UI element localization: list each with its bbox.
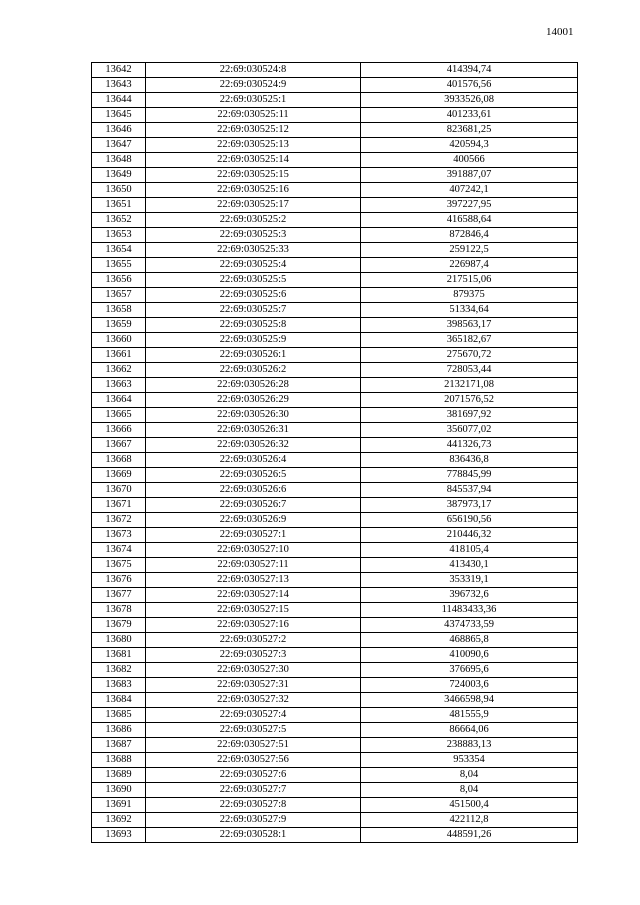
cadastral-number-cell: 22:69:030527:30 [146,663,361,678]
row-number-cell: 13642 [92,63,146,78]
row-number-cell: 13689 [92,768,146,783]
value-cell: 728053,44 [361,363,578,378]
table-row [92,363,578,378]
table-row [92,228,578,243]
value-cell: 396732,6 [361,588,578,603]
table-row [92,573,578,588]
cadastral-number-cell: 22:69:030527:10 [146,543,361,558]
row-number-cell: 13646 [92,123,146,138]
cadastral-number-cell: 22:69:030525:13 [146,138,361,153]
cadastral-number-cell: 22:69:030527:5 [146,723,361,738]
value-cell: 3466598,94 [361,693,578,708]
cadastral-number-cell: 22:69:030525:7 [146,303,361,318]
row-number-cell: 13663 [92,378,146,393]
row-number-cell: 13647 [92,138,146,153]
cadastral-number-cell: 22:69:030525:1 [146,93,361,108]
value-cell: 365182,67 [361,333,578,348]
row-number-cell: 13693 [92,828,146,843]
table-row [92,123,578,138]
row-number-cell: 13653 [92,228,146,243]
row-number-cell: 13658 [92,303,146,318]
row-number-cell: 13648 [92,153,146,168]
table-row [92,408,578,423]
value-cell: 879375 [361,288,578,303]
row-number-cell: 13645 [92,108,146,123]
row-number-cell: 13661 [92,348,146,363]
cadastral-number-cell: 22:69:030525:15 [146,168,361,183]
value-cell: 468865,8 [361,633,578,648]
table-row [92,288,578,303]
table-row [92,543,578,558]
row-number-cell: 13654 [92,243,146,258]
row-number-cell: 13686 [92,723,146,738]
value-cell: 481555,9 [361,708,578,723]
value-cell: 441326,73 [361,438,578,453]
table-row [92,318,578,333]
value-cell: 356077,02 [361,423,578,438]
value-cell: 2071576,52 [361,393,578,408]
cadastral-number-cell: 22:69:030527:15 [146,603,361,618]
cadastral-number-cell: 22:69:030527:51 [146,738,361,753]
cadastral-number-cell: 22:69:030526:7 [146,498,361,513]
cadastral-value-table [91,62,578,843]
table-row [92,183,578,198]
cadastral-number-cell: 22:69:030525:8 [146,318,361,333]
table-row [92,738,578,753]
value-cell: 823681,25 [361,123,578,138]
value-cell: 86664,06 [361,723,578,738]
row-number-cell: 13682 [92,663,146,678]
table-row [92,303,578,318]
value-cell: 416588,64 [361,213,578,228]
value-cell: 11483433,36 [361,603,578,618]
row-number-cell: 13643 [92,78,146,93]
table-row [92,393,578,408]
table-row [92,603,578,618]
value-cell: 8,04 [361,768,578,783]
row-number-cell: 13685 [92,708,146,723]
row-number-cell: 13683 [92,678,146,693]
row-number-cell: 13676 [92,573,146,588]
cadastral-number-cell: 22:69:030527:1 [146,528,361,543]
page-number: 14001 [546,26,574,38]
cadastral-number-cell: 22:69:030527:4 [146,708,361,723]
table-row [92,108,578,123]
cadastral-number-cell: 22:69:030527:13 [146,573,361,588]
cadastral-number-cell: 22:69:030527:7 [146,783,361,798]
cadastral-number-cell: 22:69:030525:2 [146,213,361,228]
cadastral-number-cell: 22:69:030526:32 [146,438,361,453]
row-number-cell: 13668 [92,453,146,468]
table-row [92,213,578,228]
cadastral-number-cell: 22:69:030526:5 [146,468,361,483]
cadastral-number-cell: 22:69:030525:11 [146,108,361,123]
cadastral-number-cell: 22:69:030527:6 [146,768,361,783]
cadastral-number-cell: 22:69:030526:1 [146,348,361,363]
row-number-cell: 13674 [92,543,146,558]
row-number-cell: 13672 [92,513,146,528]
table-row [92,558,578,573]
row-number-cell: 13660 [92,333,146,348]
row-number-cell: 13688 [92,753,146,768]
table-row [92,528,578,543]
value-cell: 238883,13 [361,738,578,753]
cadastral-number-cell: 22:69:030526:9 [146,513,361,528]
cadastral-number-cell: 22:69:030527:8 [146,798,361,813]
table-row [92,153,578,168]
value-cell: 451500,4 [361,798,578,813]
table-row [92,723,578,738]
table-row [92,468,578,483]
table-row [92,438,578,453]
value-cell: 376695,6 [361,663,578,678]
value-cell: 400566 [361,153,578,168]
value-cell: 353319,1 [361,573,578,588]
table-row [92,138,578,153]
cadastral-number-cell: 22:69:030525:16 [146,183,361,198]
row-number-cell: 13662 [92,363,146,378]
value-cell: 836436,8 [361,453,578,468]
cadastral-number-cell: 22:69:030525:17 [146,198,361,213]
table-row [92,618,578,633]
row-number-cell: 13651 [92,198,146,213]
row-number-cell: 13675 [92,558,146,573]
value-cell: 2132171,08 [361,378,578,393]
value-cell: 872846,4 [361,228,578,243]
table-row [92,693,578,708]
table-body [92,63,578,843]
row-number-cell: 13692 [92,813,146,828]
table-row [92,813,578,828]
value-cell: 413430,1 [361,558,578,573]
cadastral-number-cell: 22:69:030527:3 [146,648,361,663]
row-number-cell: 13652 [92,213,146,228]
row-number-cell: 13690 [92,783,146,798]
cadastral-number-cell: 22:69:030527:32 [146,693,361,708]
cadastral-number-cell: 22:69:030525:33 [146,243,361,258]
value-cell: 401233,61 [361,108,578,123]
cadastral-number-cell: 22:69:030526:4 [146,453,361,468]
row-number-cell: 13650 [92,183,146,198]
table-row [92,513,578,528]
value-cell: 401576,56 [361,78,578,93]
row-number-cell: 13649 [92,168,146,183]
table-row [92,768,578,783]
value-cell: 3933526,08 [361,93,578,108]
value-cell: 407242,1 [361,183,578,198]
table-row [92,798,578,813]
row-number-cell: 13666 [92,423,146,438]
value-cell: 410090,6 [361,648,578,663]
table-row [92,483,578,498]
value-cell: 226987,4 [361,258,578,273]
row-number-cell: 13644 [92,93,146,108]
table-row [92,168,578,183]
cadastral-number-cell: 22:69:030526:29 [146,393,361,408]
table-row [92,453,578,468]
cadastral-number-cell: 22:69:030524:8 [146,63,361,78]
cadastral-number-cell: 22:69:030528:1 [146,828,361,843]
row-number-cell: 13659 [92,318,146,333]
table-row [92,828,578,843]
cadastral-number-cell: 22:69:030526:31 [146,423,361,438]
cadastral-number-cell: 22:69:030527:9 [146,813,361,828]
table-row [92,93,578,108]
value-cell: 259122,5 [361,243,578,258]
table-row [92,663,578,678]
cadastral-number-cell: 22:69:030527:14 [146,588,361,603]
table-row [92,753,578,768]
cadastral-number-cell: 22:69:030525:12 [146,123,361,138]
value-cell: 845537,94 [361,483,578,498]
value-cell: 953354 [361,753,578,768]
table-row [92,423,578,438]
row-number-cell: 13671 [92,498,146,513]
cadastral-number-cell: 22:69:030526:2 [146,363,361,378]
cadastral-number-cell: 22:69:030527:2 [146,633,361,648]
value-cell: 387973,17 [361,498,578,513]
value-cell: 4374733,59 [361,618,578,633]
row-number-cell: 13657 [92,288,146,303]
row-number-cell: 13667 [92,438,146,453]
table-row [92,678,578,693]
cadastral-number-cell: 22:69:030526:30 [146,408,361,423]
row-number-cell: 13656 [92,273,146,288]
value-cell: 414394,74 [361,63,578,78]
table-row [92,498,578,513]
value-cell: 448591,26 [361,828,578,843]
row-number-cell: 13687 [92,738,146,753]
row-number-cell: 13655 [92,258,146,273]
table-row [92,378,578,393]
value-cell: 420594,3 [361,138,578,153]
table-row [92,333,578,348]
value-cell: 210446,32 [361,528,578,543]
row-number-cell: 13670 [92,483,146,498]
cadastral-number-cell: 22:69:030525:6 [146,288,361,303]
value-cell: 217515,06 [361,273,578,288]
table-row [92,783,578,798]
row-number-cell: 13664 [92,393,146,408]
value-cell: 8,04 [361,783,578,798]
row-number-cell: 13679 [92,618,146,633]
value-cell: 391887,07 [361,168,578,183]
table-row [92,78,578,93]
value-cell: 398563,17 [361,318,578,333]
row-number-cell: 13673 [92,528,146,543]
cadastral-number-cell: 22:69:030527:31 [146,678,361,693]
table-row [92,588,578,603]
value-cell: 778845,99 [361,468,578,483]
cadastral-number-cell: 22:69:030525:3 [146,228,361,243]
value-cell: 724003,6 [361,678,578,693]
row-number-cell: 13678 [92,603,146,618]
table-row [92,348,578,363]
cadastral-number-cell: 22:69:030526:28 [146,378,361,393]
row-number-cell: 13681 [92,648,146,663]
row-number-cell: 13677 [92,588,146,603]
cadastral-number-cell: 22:69:030525:14 [146,153,361,168]
cadastral-number-cell: 22:69:030525:9 [146,333,361,348]
table-row [92,198,578,213]
value-cell: 51334,64 [361,303,578,318]
value-cell: 275670,72 [361,348,578,363]
table-row [92,708,578,723]
row-number-cell: 13684 [92,693,146,708]
row-number-cell: 13691 [92,798,146,813]
cadastral-number-cell: 22:69:030525:4 [146,258,361,273]
table-row [92,63,578,78]
value-cell: 656190,56 [361,513,578,528]
cadastral-number-cell: 22:69:030524:9 [146,78,361,93]
table-row [92,633,578,648]
row-number-cell: 13669 [92,468,146,483]
cadastral-number-cell: 22:69:030525:5 [146,273,361,288]
value-cell: 381697,92 [361,408,578,423]
row-number-cell: 13665 [92,408,146,423]
cadastral-number-cell: 22:69:030527:11 [146,558,361,573]
cadastral-number-cell: 22:69:030527:16 [146,618,361,633]
table-row [92,273,578,288]
table-row [92,243,578,258]
value-cell: 397227,95 [361,198,578,213]
table-row [92,648,578,663]
value-cell: 418105,4 [361,543,578,558]
row-number-cell: 13680 [92,633,146,648]
table-row [92,258,578,273]
value-cell: 422112,8 [361,813,578,828]
cadastral-number-cell: 22:69:030527:56 [146,753,361,768]
cadastral-number-cell: 22:69:030526:6 [146,483,361,498]
